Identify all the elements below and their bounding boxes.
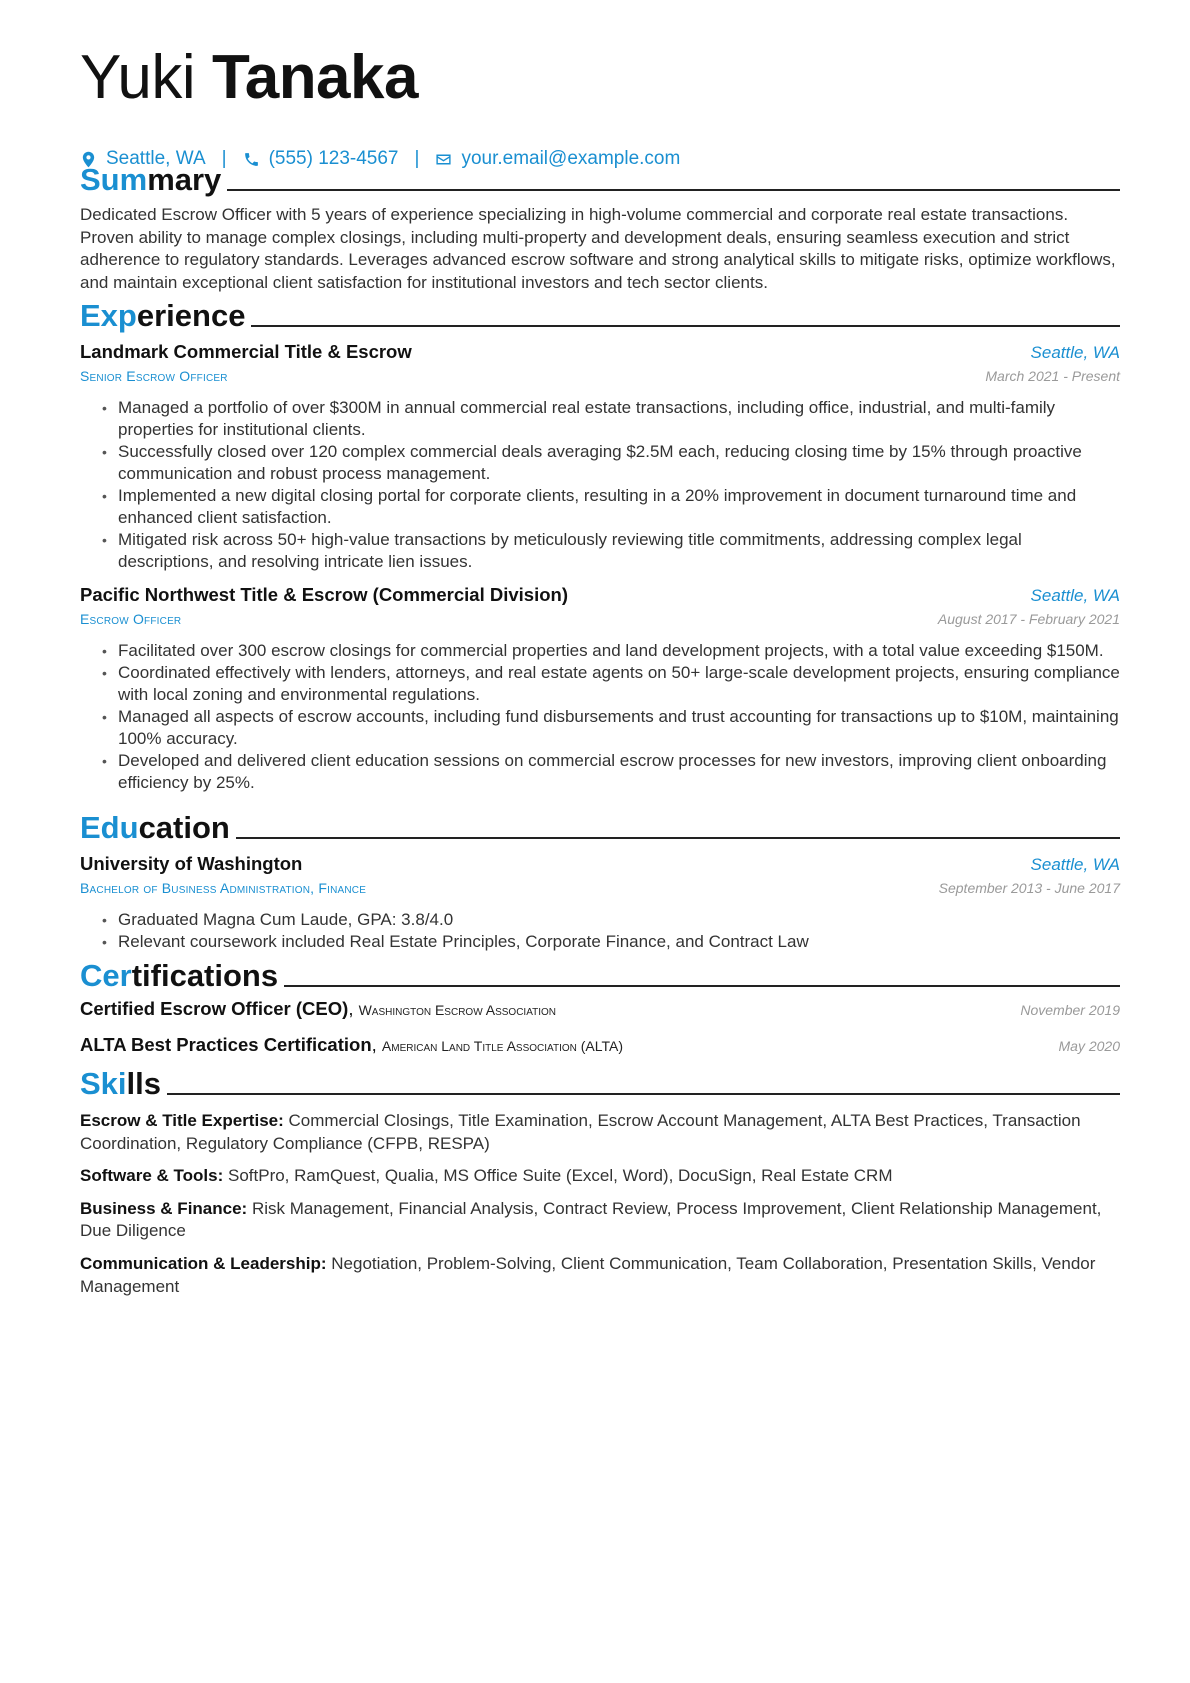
- list-item: • Successfully closed over 120 complex commercial deals averaging $2.5M each, reducing closing time by 15% through proactive communication and robust process management.: [80, 441, 1120, 485]
- section-heading: Skills: [80, 1062, 1120, 1102]
- job-company: Pacific Northwest Title & Escrow (Commercial Division): [80, 584, 568, 605]
- education-section: [80, 806, 1120, 953]
- certifications-section: [80, 954, 1120, 1070]
- school-location: Seattle, WA: [1030, 855, 1120, 874]
- certification-name: Certified Escrow Officer (CEO): [80, 998, 349, 1019]
- phone-text: (555) 123-4567: [268, 148, 399, 169]
- section-rule: [284, 985, 1120, 987]
- certification-date: November 2019: [1020, 1002, 1120, 1018]
- certification-date: May 2020: [1058, 1038, 1120, 1054]
- skill-group: [80, 1165, 1120, 1188]
- job-location: Seattle, WA: [1030, 586, 1120, 605]
- job-entry: [80, 340, 1120, 573]
- job-title: Senior Escrow Officer: [80, 368, 228, 384]
- location-text: Seattle, WA: [106, 148, 206, 169]
- list-item: • Implemented a new digital closing portal for corporate clients, resulting in a 20% improvement in document turnaround time and enhanced client satisfaction.: [80, 485, 1120, 529]
- job-company: Landmark Commercial Title & Escrow: [80, 341, 412, 362]
- skill-text: SoftPro, RamQuest, Qualia, MS Office Suite (Excel, Word), DocuSign, Real Estate CRM: [227, 1166, 893, 1186]
- job-bullets: [80, 640, 1120, 794]
- section-heading: Certifications: [80, 954, 1120, 994]
- school-name: University of Washington: [80, 853, 303, 874]
- email-link[interactable]: your.email@example.com: [461, 148, 681, 169]
- list-item: • Developed and delivered client education sessions on commercial escrow processes for new investors, improving client onboarding efficiency by 25%.: [80, 750, 1120, 794]
- first-name: Yuki: [80, 43, 196, 112]
- list-item: • Managed a portfolio of over $300M in annual commercial real estate transactions, including office, industrial, and multi-family properties for institutional clients.: [80, 397, 1120, 441]
- job-dates: August 2017 - February 2021: [937, 611, 1120, 627]
- summary-section: [80, 158, 1120, 294]
- section-rule: [236, 837, 1120, 839]
- degree: Bachelor of Business Administration, Finance: [80, 880, 367, 896]
- list-item: • Managed all aspects of escrow accounts, including fund disbursements and trust accounting for transactions up to $10M, maintaining 100% accuracy.: [80, 706, 1120, 750]
- skill-label: Communication & Leadership:: [80, 1253, 327, 1273]
- resume-page: [80, 40, 1120, 1296]
- section-heading: Summary: [80, 158, 1120, 198]
- job-title: Escrow Officer: [80, 611, 182, 627]
- job-dates: March 2021 - Present: [985, 368, 1120, 384]
- skill-text: Commercial Closings, Title Examination, Escrow Account Management, ALTA Best Practices, Transaction Coordination, Regulatory Compliance (CFPB, RESPA): [80, 1111, 1081, 1153]
- list-item: • Mitigated risk across 50+ high-value transactions by meticulously reviewing title commitments, addressing complex legal descriptions, and resolving intricate lien issues.: [80, 529, 1120, 573]
- job-entry: [80, 583, 1120, 794]
- list-item: • Facilitated over 300 escrow closings for commercial properties and land development projects, with a total value exceeding $150M.: [80, 640, 1120, 662]
- summary-text: Dedicated Escrow Officer with 5 years of experience specializing in high-volume commercial and corporate real estate transactions. Proven ability to manage complex closings, including multi-property and development deals, ensuring seamless execution and strict adherence to regulatory standards. Leverages advanced escrow software and strong analytical skills to mitigate risks, optimize workflows, and maintain exceptional client satisfaction for institutional investors and tech sector clients.: [80, 205, 1116, 292]
- list-item: • Coordinated effectively with lenders, attorneys, and real estate agents on 50+ large-scale development projects, ensuring compliance with local zoning and environmental regulations.: [80, 662, 1120, 706]
- skill-text: Negotiation, Problem-Solving, Client Communication, Team Collaboration, Presentation Skills, Vendor Management: [80, 1253, 1096, 1296]
- experience-section: [80, 294, 1120, 794]
- skill-group: [80, 1253, 1120, 1298]
- certification-name: ALTA Best Practices Certification: [80, 1034, 372, 1055]
- job-location: Seattle, WA: [1030, 343, 1120, 362]
- contact-separator: |: [221, 148, 227, 169]
- skills-list: [80, 1110, 1120, 1298]
- certification-issuer: Washington Escrow Association: [358, 1002, 557, 1018]
- section-heading: Experience: [80, 294, 1120, 334]
- contact-separator: |: [414, 148, 420, 169]
- section-rule: [251, 325, 1120, 327]
- education-bullets: [80, 909, 1120, 953]
- skills-section: [80, 1062, 1120, 1308]
- last-name: Tanaka: [211, 43, 419, 112]
- skill-label: Software & Tools:: [80, 1166, 224, 1186]
- list-item: • Relevant coursework included Real Estate Principles, Corporate Finance, and Contract Law: [80, 931, 1120, 953]
- certification-item: ALTA Best Practices Certification, American Land Title Association (ALTA) May 2020: [80, 1034, 1120, 1055]
- education-entry: [80, 852, 1120, 953]
- skill-label: Business & Finance:: [80, 1198, 248, 1218]
- education-dates: September 2013 - June 2017: [938, 880, 1120, 896]
- skill-label: Escrow & Title Expertise:: [80, 1111, 284, 1130]
- certification-issuer: American Land Title Association (ALTA): [381, 1038, 623, 1054]
- skill-group: [80, 1198, 1120, 1243]
- certification-item: Certified Escrow Officer (CEO), Washington Escrow Association November 2019: [80, 998, 1120, 1019]
- skill-text: Risk Management, Financial Analysis, Contract Review, Process Improvement, Client Relationship Management, Due Diligence: [80, 1198, 1102, 1241]
- section-heading: Education: [80, 806, 1120, 846]
- list-item: • Graduated Magna Cum Laude, GPA: 3.8/4.0: [80, 909, 1120, 931]
- job-bullets: [80, 397, 1120, 573]
- section-rule: [227, 189, 1120, 191]
- candidate-name: [80, 40, 1120, 116]
- skill-group: [80, 1110, 1120, 1155]
- section-rule: [167, 1093, 1120, 1095]
